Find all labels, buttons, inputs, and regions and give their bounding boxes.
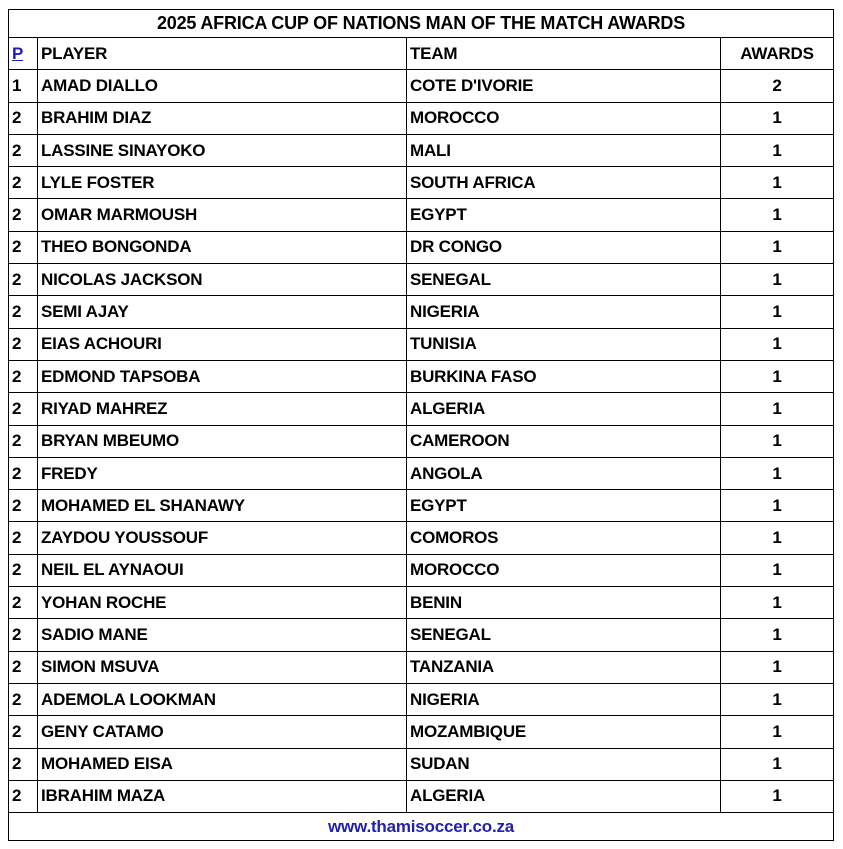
cell-awards: 2 bbox=[721, 70, 834, 102]
footer-website-link[interactable]: www.thamisoccer.co.za bbox=[9, 813, 834, 841]
cell-player: OMAR MARMOUSH bbox=[38, 199, 407, 231]
cell-team: TANZANIA bbox=[407, 651, 721, 683]
cell-awards: 1 bbox=[721, 360, 834, 392]
header-p-link[interactable]: P bbox=[9, 38, 38, 70]
cell-team: SUDAN bbox=[407, 748, 721, 780]
cell-position: 2 bbox=[9, 554, 38, 586]
cell-awards: 1 bbox=[721, 522, 834, 554]
cell-player: MOHAMED EISA bbox=[38, 748, 407, 780]
cell-player: FREDY bbox=[38, 457, 407, 489]
cell-awards: 1 bbox=[721, 199, 834, 231]
cell-awards: 1 bbox=[721, 587, 834, 619]
cell-player: ADEMOLA LOOKMAN bbox=[38, 683, 407, 715]
cell-team: ALGERIA bbox=[407, 780, 721, 812]
header-team: TEAM bbox=[407, 38, 721, 70]
cell-position: 2 bbox=[9, 587, 38, 619]
table-row bbox=[9, 651, 834, 683]
cell-position: 2 bbox=[9, 264, 38, 296]
cell-player: IBRAHIM MAZA bbox=[38, 780, 407, 812]
cell-awards: 1 bbox=[721, 264, 834, 296]
cell-player: NICOLAS JACKSON bbox=[38, 264, 407, 296]
table-row bbox=[9, 102, 834, 134]
cell-position: 2 bbox=[9, 683, 38, 715]
cell-awards: 1 bbox=[721, 457, 834, 489]
table-row bbox=[9, 619, 834, 651]
cell-position: 2 bbox=[9, 490, 38, 522]
footer-row bbox=[9, 813, 834, 841]
cell-team: BENIN bbox=[407, 587, 721, 619]
cell-position: 2 bbox=[9, 780, 38, 812]
cell-position: 2 bbox=[9, 457, 38, 489]
table-row bbox=[9, 70, 834, 102]
cell-team: SENEGAL bbox=[407, 619, 721, 651]
table-row bbox=[9, 360, 834, 392]
table-row bbox=[9, 328, 834, 360]
cell-team: MOZAMBIQUE bbox=[407, 716, 721, 748]
cell-player: BRYAN MBEUMO bbox=[38, 425, 407, 457]
cell-team: CAMEROON bbox=[407, 425, 721, 457]
cell-awards: 1 bbox=[721, 554, 834, 586]
cell-team: MOROCCO bbox=[407, 554, 721, 586]
cell-position: 2 bbox=[9, 199, 38, 231]
cell-player: SIMON MSUVA bbox=[38, 651, 407, 683]
cell-awards: 1 bbox=[721, 748, 834, 780]
cell-player: YOHAN ROCHE bbox=[38, 587, 407, 619]
cell-awards: 1 bbox=[721, 231, 834, 263]
cell-awards: 1 bbox=[721, 102, 834, 134]
cell-position: 2 bbox=[9, 748, 38, 780]
cell-awards: 1 bbox=[721, 393, 834, 425]
cell-player: SEMI AJAY bbox=[38, 296, 407, 328]
cell-position: 2 bbox=[9, 134, 38, 166]
table-row bbox=[9, 780, 834, 812]
cell-player: MOHAMED EL SHANAWY bbox=[38, 490, 407, 522]
cell-position: 2 bbox=[9, 360, 38, 392]
cell-team: EGYPT bbox=[407, 199, 721, 231]
cell-position: 2 bbox=[9, 619, 38, 651]
cell-player: EDMOND TAPSOBA bbox=[38, 360, 407, 392]
cell-awards: 1 bbox=[721, 619, 834, 651]
table-row bbox=[9, 490, 834, 522]
cell-position: 2 bbox=[9, 425, 38, 457]
table-row bbox=[9, 716, 834, 748]
table-row bbox=[9, 134, 834, 166]
cell-team: TUNISIA bbox=[407, 328, 721, 360]
cell-player: THEO BONGONDA bbox=[38, 231, 407, 263]
cell-awards: 1 bbox=[721, 296, 834, 328]
cell-team: DR CONGO bbox=[407, 231, 721, 263]
cell-player: RIYAD MAHREZ bbox=[38, 393, 407, 425]
cell-position: 2 bbox=[9, 102, 38, 134]
cell-player: ZAYDOU YOUSSOUF bbox=[38, 522, 407, 554]
cell-player: LASSINE SINAYOKO bbox=[38, 134, 407, 166]
cell-position: 2 bbox=[9, 167, 38, 199]
cell-team: EGYPT bbox=[407, 490, 721, 522]
table-row bbox=[9, 587, 834, 619]
cell-team: MOROCCO bbox=[407, 102, 721, 134]
cell-position: 2 bbox=[9, 651, 38, 683]
cell-position: 2 bbox=[9, 231, 38, 263]
cell-awards: 1 bbox=[721, 490, 834, 522]
cell-position: 1 bbox=[9, 70, 38, 102]
cell-player: NEIL EL AYNAOUI bbox=[38, 554, 407, 586]
table-row bbox=[9, 231, 834, 263]
table-row bbox=[9, 167, 834, 199]
cell-team: SENEGAL bbox=[407, 264, 721, 296]
cell-awards: 1 bbox=[721, 167, 834, 199]
awards-table-body bbox=[9, 10, 834, 841]
cell-position: 2 bbox=[9, 716, 38, 748]
cell-player: SADIO MANE bbox=[38, 619, 407, 651]
header-awards: AWARDS bbox=[721, 38, 834, 70]
title-row bbox=[9, 10, 834, 38]
cell-team: COTE D'IVORIE bbox=[407, 70, 721, 102]
cell-player: BRAHIM DIAZ bbox=[38, 102, 407, 134]
cell-player: GENY CATAMO bbox=[38, 716, 407, 748]
table-row bbox=[9, 264, 834, 296]
table-row bbox=[9, 296, 834, 328]
cell-team: ANGOLA bbox=[407, 457, 721, 489]
cell-position: 2 bbox=[9, 328, 38, 360]
cell-team: NIGERIA bbox=[407, 683, 721, 715]
cell-awards: 1 bbox=[721, 425, 834, 457]
cell-position: 2 bbox=[9, 296, 38, 328]
table-row bbox=[9, 199, 834, 231]
cell-team: SOUTH AFRICA bbox=[407, 167, 721, 199]
cell-team: NIGERIA bbox=[407, 296, 721, 328]
cell-team: COMOROS bbox=[407, 522, 721, 554]
cell-team: ALGERIA bbox=[407, 393, 721, 425]
cell-player: AMAD DIALLO bbox=[38, 70, 407, 102]
cell-player: EIAS ACHOURI bbox=[38, 328, 407, 360]
awards-table bbox=[8, 9, 834, 841]
cell-team: MALI bbox=[407, 134, 721, 166]
table-row bbox=[9, 748, 834, 780]
header-row bbox=[9, 38, 834, 70]
table-row bbox=[9, 522, 834, 554]
table-title: 2025 AFRICA CUP OF NATIONS MAN OF THE MATCH AWARDS bbox=[9, 10, 834, 38]
table-row bbox=[9, 457, 834, 489]
cell-team: BURKINA FASO bbox=[407, 360, 721, 392]
cell-awards: 1 bbox=[721, 683, 834, 715]
header-player: PLAYER bbox=[38, 38, 407, 70]
table-row bbox=[9, 393, 834, 425]
cell-position: 2 bbox=[9, 522, 38, 554]
cell-awards: 1 bbox=[721, 651, 834, 683]
table-row bbox=[9, 425, 834, 457]
cell-awards: 1 bbox=[721, 134, 834, 166]
cell-awards: 1 bbox=[721, 780, 834, 812]
cell-player: LYLE FOSTER bbox=[38, 167, 407, 199]
cell-awards: 1 bbox=[721, 328, 834, 360]
cell-position: 2 bbox=[9, 393, 38, 425]
cell-awards: 1 bbox=[721, 716, 834, 748]
table-row bbox=[9, 554, 834, 586]
table-row bbox=[9, 683, 834, 715]
